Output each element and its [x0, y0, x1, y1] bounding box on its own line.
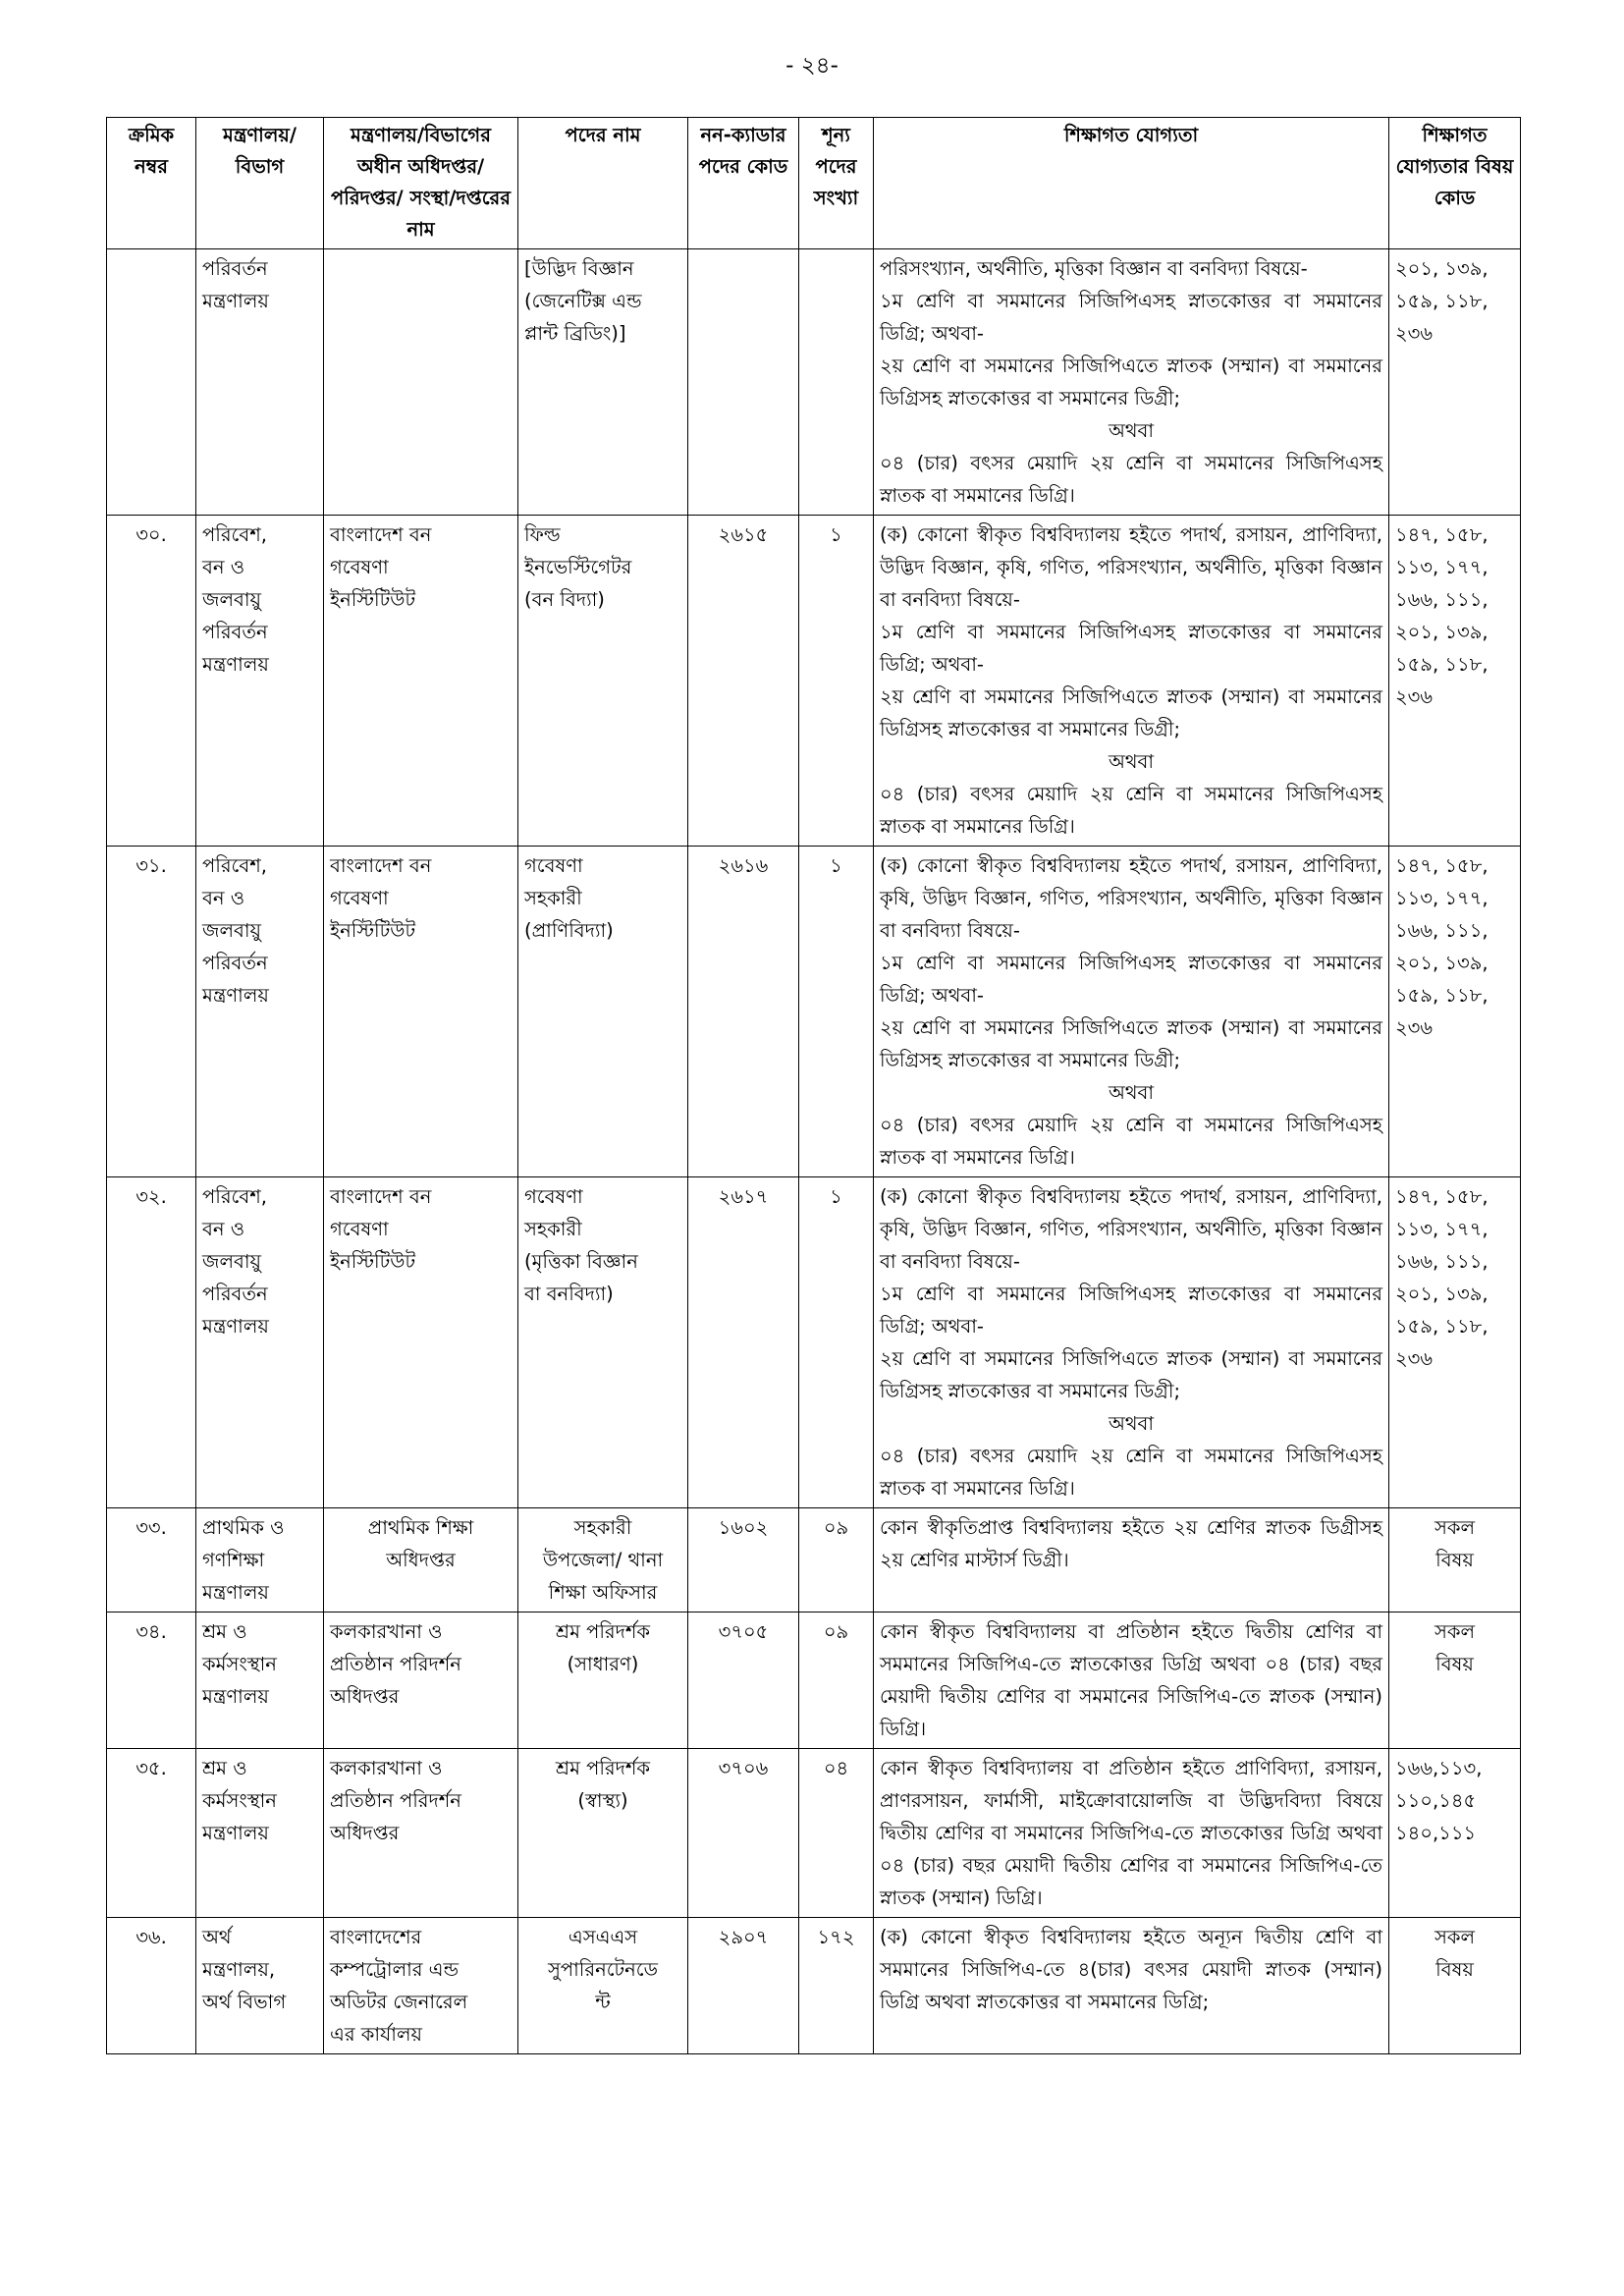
education-line: ১ম শ্রেণি বা সমমানের সিজিপিএসহ স্নাতকোত্তর বা সমমানের ডিগ্রি; অথবা- [880, 621, 1382, 676]
education-line: পরিসংখ্যান, অর্থনীতি, মৃত্তিকা বিজ্ঞান বা বনবিদ্যা বিষয়ে- [880, 257, 1308, 280]
table-row [107, 1613, 1521, 1749]
ministry-line: অর্থ বিভাগ [202, 1991, 287, 2013]
ministry-line: মন্ত্রণালয় [202, 653, 269, 676]
table-row [107, 249, 1521, 516]
ministry-line: পরিবেশ, [202, 1185, 267, 1208]
post-name-line: শিক্ষা অফিসার [548, 1581, 658, 1604]
education-or-line: অথবা [1108, 1081, 1155, 1104]
ministry-line: মন্ত্রণালয় [202, 1685, 269, 1708]
header-edu-code: শিক্ষাগত যোগ্যতার বিষয় কোড [1389, 118, 1521, 249]
edu-code-line: ২৩৬ [1395, 685, 1434, 708]
education-line: ২য় শ্রেণি বা সমমানের সিজিপিএতে স্নাতক (সম্মান) বা সমমানের ডিগ্রিসহ স্নাতকোত্তর বা সমমানের ডিগ্রী; [880, 685, 1382, 740]
post-name-line: গবেষণা [524, 854, 583, 877]
post-code-cell: ২৯০৭ [688, 1918, 799, 2054]
edu-code-line: ২০১, ১৩৯, [1395, 1283, 1489, 1305]
office-cell [324, 1508, 518, 1613]
post-name-line: সহকারী [573, 1516, 632, 1539]
ministry-cell [196, 1613, 324, 1749]
post-name-line: উপজেলা/ থানা [542, 1549, 664, 1571]
post-name-cell [518, 1749, 688, 1918]
header-ministry: মন্ত্রণালয়/ বিভাগ [196, 118, 324, 249]
edu-code-line: ১১৩, ১৭৭, [1395, 1218, 1489, 1240]
header-serial: ক্রমিক নম্বর [107, 118, 196, 249]
education-line: (ক) কোনো স্বীকৃত বিশ্ববিদ্যালয় হইতে অন্যূন দ্বিতীয় শ্রেণি বা সমমানের সিজিপিএ-তে ৪(চার) বৎসর মেয়াদী স্নাতক (সম্মান) ডিগ্রি অথবা স্নাতকোত্তর বা সমমানের ডিগ্রি; [880, 1926, 1382, 2013]
post-code-cell: ২৬১৭ [688, 1177, 799, 1508]
post-name-line: সহকারী [524, 887, 582, 909]
table-row [107, 1749, 1521, 1918]
education-line: ১ম শ্রেণি বা সমমানের সিজিপিএসহ স্নাতকোত্তর বা সমমানের ডিগ্রি; অথবা- [880, 1283, 1382, 1338]
edu-code-cell [1389, 1918, 1521, 2054]
post-name-line: (জেনেটিক্স এন্ড [524, 290, 642, 312]
serial-cell: ৩৩. [107, 1508, 196, 1613]
office-line: অধিদপ্তর [330, 1685, 400, 1708]
ministry-cell [196, 1508, 324, 1613]
edu-code-line: ১৪৭, ১৫৮, [1395, 854, 1489, 877]
post-code-cell [688, 249, 799, 516]
education-or-line: অথবা [1108, 1412, 1155, 1435]
post-code-cell: ৩৭০৬ [688, 1749, 799, 1918]
ministry-cell [196, 1918, 324, 2054]
education-line: ০৪ (চার) বৎসর মেয়াদি ২য় শ্রেনি বা সমমানের সিজিপিএসহ স্নাতক বা সমমানের ডিগ্রি। [880, 1114, 1382, 1169]
ministry-line: পরিবর্তন [202, 621, 268, 643]
ministry-line: মন্ত্রণালয় [202, 984, 269, 1007]
post-name-line: ইনভেস্টিগেটর [524, 556, 632, 578]
office-line: বাংলাদেশ বন [330, 854, 432, 877]
education-line: কোন স্বীকৃত বিশ্ববিদ্যালয় বা প্রতিষ্ঠান হইতে দ্বিতীয় শ্রেণির বা সমমানের সিজিপিএ-তে স্নাতকোত্তর ডিগ্রি অথবা ০৪ (চার) বছর মেয়াদী দ্বিতীয় শ্রেণির বা সমমানের সিজিপিএ-তে স্নাতক (সম্মান) ডিগ্রি। [880, 1620, 1382, 1740]
vacancy-cell: ০৯ [799, 1508, 874, 1613]
edu-code-line: সকল [1434, 1926, 1476, 1948]
post-name-cell [518, 847, 688, 1177]
education-line: ০৪ (চার) বৎসর মেয়াদি ২য় শ্রেনি বা সমমানের সিজিপিএসহ স্নাতক বা সমমানের ডিগ্রি। [880, 452, 1382, 507]
education-line: ০৪ (চার) বৎসর মেয়াদি ২য় শ্রেনি বা সমমানের সিজিপিএসহ স্নাতক বা সমমানের ডিগ্রি। [880, 1445, 1382, 1500]
post-code-cell: ২৬১৬ [688, 847, 799, 1177]
ministry-line: পরিবর্তন [202, 257, 268, 280]
edu-code-line: ২০১, ১৩৯, [1395, 621, 1489, 643]
edu-code-line: ১৪০,১১১ [1395, 1822, 1477, 1844]
office-line: বাংলাদেশ বন [330, 523, 432, 546]
post-name-line: (প্রাণিবিদ্যা) [524, 919, 614, 942]
page-number: - ২৪- [785, 53, 839, 79]
edu-code-line: ২০১, ১৩৯, [1395, 257, 1489, 280]
vacancy-cell: ০৪ [799, 1749, 874, 1918]
table-row [107, 1918, 1521, 2054]
office-line: অধিদপ্তর [386, 1549, 456, 1571]
edu-code-cell [1389, 1177, 1521, 1508]
edu-code-line: ১৬৬, ১১১, [1395, 1250, 1489, 1273]
table-row [107, 1508, 1521, 1613]
ministry-cell [196, 249, 324, 516]
office-cell [324, 516, 518, 847]
post-name-line: গবেষণা [524, 1185, 583, 1208]
education-line: (ক) কোনো স্বীকৃত বিশ্ববিদ্যালয় হইতে পদার্থ, রসায়ন, প্রাণিবিদ্যা, কৃষি, উদ্ভিদ বিজ্ঞান, গণিত, পরিসংখ্যান, অর্থনীতি, মৃত্তিকা বিজ্ঞান বা বনবিদ্যা বিষয়ে- [880, 854, 1382, 942]
edu-code-line: ১৬৬, ১১১, [1395, 919, 1489, 942]
post-name-line: এসএএস [568, 1926, 638, 1948]
education-cell [874, 847, 1389, 1177]
edu-code-cell [1389, 1613, 1521, 1749]
education-cell [874, 1613, 1389, 1749]
post-name-line: (মৃত্তিকা বিজ্ঞান [524, 1250, 638, 1273]
edu-code-line: ১৪৭, ১৫৮, [1395, 523, 1489, 546]
post-name-line: ন্ট [595, 1991, 611, 2013]
table-row [107, 1177, 1521, 1508]
education-line: ০৪ (চার) বৎসর মেয়াদি ২য় শ্রেনি বা সমমানের সিজিপিএসহ স্নাতক বা সমমানের ডিগ্রি। [880, 783, 1382, 838]
vacancy-table [106, 117, 1521, 2054]
edu-code-line: ১১৩, ১৭৭, [1395, 887, 1489, 909]
office-cell [324, 1749, 518, 1918]
edu-code-line: সকল [1434, 1620, 1476, 1643]
vacancy-cell [799, 249, 874, 516]
ministry-line: জলবায়ু [202, 919, 261, 942]
serial-cell: ৩২. [107, 1177, 196, 1508]
edu-code-line: ১৬৬, ১১১, [1395, 588, 1489, 611]
education-cell [874, 249, 1389, 516]
education-cell [874, 1749, 1389, 1918]
edu-code-line: ২০১, ১৩৯, [1395, 952, 1489, 974]
ministry-line: প্রাথমিক ও [202, 1516, 285, 1539]
post-name-cell [518, 1508, 688, 1613]
edu-code-cell [1389, 847, 1521, 1177]
vacancy-cell: ১ [799, 847, 874, 1177]
post-name-line: শ্রম পরিদর্শক [555, 1620, 651, 1643]
post-name-cell [518, 1177, 688, 1508]
serial-cell: ৩১. [107, 847, 196, 1177]
office-line: বাংলাদেশ বন [330, 1185, 432, 1208]
ministry-line: বন ও [202, 556, 245, 578]
edu-code-line: বিষয় [1435, 1653, 1474, 1675]
education-line: ২য় শ্রেণি বা সমমানের সিজিপিএতে স্নাতক (সম্মান) বা সমমানের ডিগ্রিসহ স্নাতকোত্তর বা সমমানের ডিগ্রী; [880, 1016, 1382, 1071]
ministry-line: পরিবেশ, [202, 854, 267, 877]
edu-code-cell [1389, 1508, 1521, 1613]
edu-code-line: বিষয় [1435, 1549, 1474, 1571]
ministry-cell [196, 516, 324, 847]
edu-code-cell [1389, 1749, 1521, 1918]
post-code-cell: ১৬০২ [688, 1508, 799, 1613]
serial-cell [107, 249, 196, 516]
office-line: প্রতিষ্ঠান পরিদর্শন [330, 1789, 461, 1812]
ministry-line: মন্ত্রণালয় [202, 1822, 269, 1844]
office-line: প্রতিষ্ঠান পরিদর্শন [330, 1653, 461, 1675]
serial-cell: ৩০. [107, 516, 196, 847]
header-education: শিক্ষাগত যোগ্যতা [874, 118, 1389, 249]
office-line: গবেষণা [330, 1218, 389, 1240]
header-office: মন্ত্রণালয়/বিভাগের অধীন অধিদপ্তর/ পরিদপ্তর/ সংস্থা/দপ্তরের নাম [324, 118, 518, 249]
ministry-line: পরিবেশ, [202, 523, 267, 546]
office-line: প্রাথমিক শিক্ষা [367, 1516, 474, 1539]
office-cell [324, 847, 518, 1177]
ministry-line: জলবায়ু [202, 1250, 261, 1273]
edu-code-cell [1389, 249, 1521, 516]
table-row [107, 847, 1521, 1177]
education-line: (ক) কোনো স্বীকৃত বিশ্ববিদ্যালয় হইতে পদার্থ, রসায়ন, প্রাণিবিদ্যা, কৃষি, উদ্ভিদ বিজ্ঞান, গণিত, পরিসংখ্যান, অর্থনীতি, মৃত্তিকা বিজ্ঞান বা বনবিদ্যা বিষয়ে- [880, 1185, 1382, 1273]
post-name-line: সহকারী [524, 1218, 582, 1240]
serial-cell: ৩৪. [107, 1613, 196, 1749]
header-code: নন-ক্যাডার পদের কোড [688, 118, 799, 249]
ministry-line: গণশিক্ষা [202, 1549, 265, 1571]
post-name-line: প্লান্ট ব্রিডিং)] [524, 322, 626, 345]
education-cell [874, 516, 1389, 847]
edu-code-line: ২৩৬ [1395, 322, 1434, 345]
edu-code-line: ১৫৯, ১১৮, [1395, 290, 1489, 312]
office-line: ইনস্টিটিউট [330, 588, 416, 611]
ministry-line: মন্ত্রণালয় [202, 290, 269, 312]
edu-code-line: বিষয় [1435, 1958, 1474, 1981]
edu-code-line: ১১৩, ১৭৭, [1395, 556, 1489, 578]
header-row [107, 118, 1521, 249]
education-cell [874, 1508, 1389, 1613]
serial-cell: ৩৫. [107, 1749, 196, 1918]
edu-code-line: ১৬৬,১১৩, [1395, 1757, 1483, 1779]
post-name-line: শ্রম পরিদর্শক [555, 1757, 651, 1779]
education-cell [874, 1918, 1389, 2054]
ministry-line: কর্মসংস্থান [202, 1789, 277, 1812]
education-line: ১ম শ্রেণি বা সমমানের সিজিপিএসহ স্নাতকোত্তর বা সমমানের ডিগ্রি; অথবা- [880, 952, 1382, 1007]
vacancy-cell: ১৭২ [799, 1918, 874, 2054]
post-name-line: ফিল্ড [524, 523, 561, 546]
ministry-line: শ্রম ও [202, 1620, 247, 1643]
edu-code-line: ১৪৭, ১৫৮, [1395, 1185, 1489, 1208]
post-name-line: [উদ্ভিদ বিজ্ঞান [524, 257, 634, 280]
edu-code-line: সকল [1434, 1516, 1476, 1539]
office-line: অধিদপ্তর [330, 1822, 400, 1844]
post-code-cell: ৩৭০৫ [688, 1613, 799, 1749]
vacancy-cell: ০৯ [799, 1613, 874, 1749]
office-cell [324, 1613, 518, 1749]
edu-code-line: ১১০,১৪৫ [1395, 1789, 1477, 1812]
vacancy-cell: ১ [799, 516, 874, 847]
ministry-cell [196, 1749, 324, 1918]
post-name-line: (স্বাস্থ্য) [577, 1789, 628, 1812]
office-line: ইনস্টিটিউট [330, 919, 416, 942]
post-name-line: (বন বিদ্যা) [524, 588, 605, 611]
post-code-cell: ২৬১৫ [688, 516, 799, 847]
edu-code-line: ১৫৯, ১১৮, [1395, 653, 1489, 676]
post-name-line: সুপারিনটেনডে [547, 1958, 658, 1981]
ministry-cell [196, 1177, 324, 1508]
education-or-line: অথবা [1108, 750, 1155, 773]
table-row [107, 516, 1521, 847]
ministry-line: বন ও [202, 1218, 245, 1240]
post-name-cell [518, 1613, 688, 1749]
education-or-line: অথবা [1108, 419, 1155, 442]
post-name-cell [518, 516, 688, 847]
edu-code-cell [1389, 516, 1521, 847]
ministry-line: পরিবর্তন [202, 1283, 268, 1305]
post-name-line: (সাধারণ) [567, 1653, 639, 1675]
office-line: এর কার্যালয় [330, 2023, 422, 2046]
edu-code-line: ১৫৯, ১১৮, [1395, 984, 1489, 1007]
office-line: অডিটর জেনারেল [330, 1991, 468, 2013]
education-line: কোন স্বীকৃতিপ্রাপ্ত বিশ্ববিদ্যালয় হইতে ২য় শ্রেণির স্নাতক ডিগ্রীসহ ২য় শ্রেণির মাস্টার্স ডিগ্রী। [880, 1516, 1382, 1571]
header-post: পদের নাম [518, 118, 688, 249]
office-line: গবেষণা [330, 556, 389, 578]
ministry-line: পরিবর্তন [202, 952, 268, 974]
serial-cell: ৩৬. [107, 1918, 196, 2054]
office-line: কলকারখানা ও [330, 1620, 443, 1643]
ministry-line: মন্ত্রণালয়, [202, 1958, 276, 1981]
office-cell [324, 1177, 518, 1508]
education-line: কোন স্বীকৃত বিশ্ববিদ্যালয় বা প্রতিষ্ঠান হইতে প্রাণিবিদ্যা, রসায়ন, প্রাণরসায়ন, ফার্মাসী, মাইক্রোবায়োলজি বা উদ্ভিদবিদ্যা বিষয়ে দ্বিতীয় শ্রেণির বা সমমানের সিজিপিএ-তে স্নাতকোত্তর ডিগ্রি অথবা ০৪ (চার) বছর মেয়াদী দ্বিতীয় শ্রেণির বা সমমানের সিজিপিএ-তে স্নাতক (সম্মান) ডিগ্রি। [880, 1757, 1382, 1909]
edu-code-line: ২৩৬ [1395, 1347, 1434, 1370]
ministry-line: শ্রম ও [202, 1757, 247, 1779]
ministry-line: অর্থ [202, 1926, 232, 1948]
office-cell [324, 1918, 518, 2054]
ministry-line: বন ও [202, 887, 245, 909]
education-line: ১ম শ্রেণি বা সমমানের সিজিপিএসহ স্নাতকোত্তর বা সমমানের ডিগ্রি; অথবা- [880, 290, 1382, 345]
ministry-line: মন্ত্রণালয় [202, 1315, 269, 1338]
ministry-line: কর্মসংস্থান [202, 1653, 277, 1675]
ministry-cell [196, 847, 324, 1177]
ministry-line: মন্ত্রণালয় [202, 1581, 269, 1604]
post-name-line: বা বনবিদ্যা) [524, 1283, 614, 1305]
ministry-line: জলবায়ু [202, 588, 261, 611]
edu-code-line: ২৩৬ [1395, 1016, 1434, 1039]
office-cell [324, 249, 518, 516]
office-line: কলকারখানা ও [330, 1757, 443, 1779]
office-line: কম্পট্রোলার এন্ড [330, 1958, 460, 1981]
education-line: (ক) কোনো স্বীকৃত বিশ্ববিদ্যালয় হইতে পদার্থ, রসায়ন, প্রাণিবিদ্যা, উদ্ভিদ বিজ্ঞান, কৃষি, গণিত, পরিসংখ্যান, অর্থনীতি, মৃত্তিকা বিজ্ঞান বা বনবিদ্যা বিষয়ে- [880, 523, 1382, 611]
table-body [107, 249, 1521, 2054]
vacancy-cell: ১ [799, 1177, 874, 1508]
office-line: বাংলাদেশের [330, 1926, 422, 1948]
office-line: ইনস্টিটিউট [330, 1250, 416, 1273]
post-name-cell [518, 1918, 688, 2054]
education-cell [874, 1177, 1389, 1508]
edu-code-line: ১৫৯, ১১৮, [1395, 1315, 1489, 1338]
office-line: গবেষণা [330, 887, 389, 909]
education-line: ২য় শ্রেণি বা সমমানের সিজিপিএতে স্নাতক (সম্মান) বা সমমানের ডিগ্রিসহ স্নাতকোত্তর বা সমমানের ডিগ্রী; [880, 1347, 1382, 1402]
education-line: ২য় শ্রেণি বা সমমানের সিজিপিএতে স্নাতক (সম্মান) বা সমমানের ডিগ্রিসহ স্নাতকোত্তর বা সমমানের ডিগ্রী; [880, 355, 1382, 410]
post-name-cell [518, 249, 688, 516]
header-vacancy: শূন্য পদের সংখ্যা [799, 118, 874, 249]
